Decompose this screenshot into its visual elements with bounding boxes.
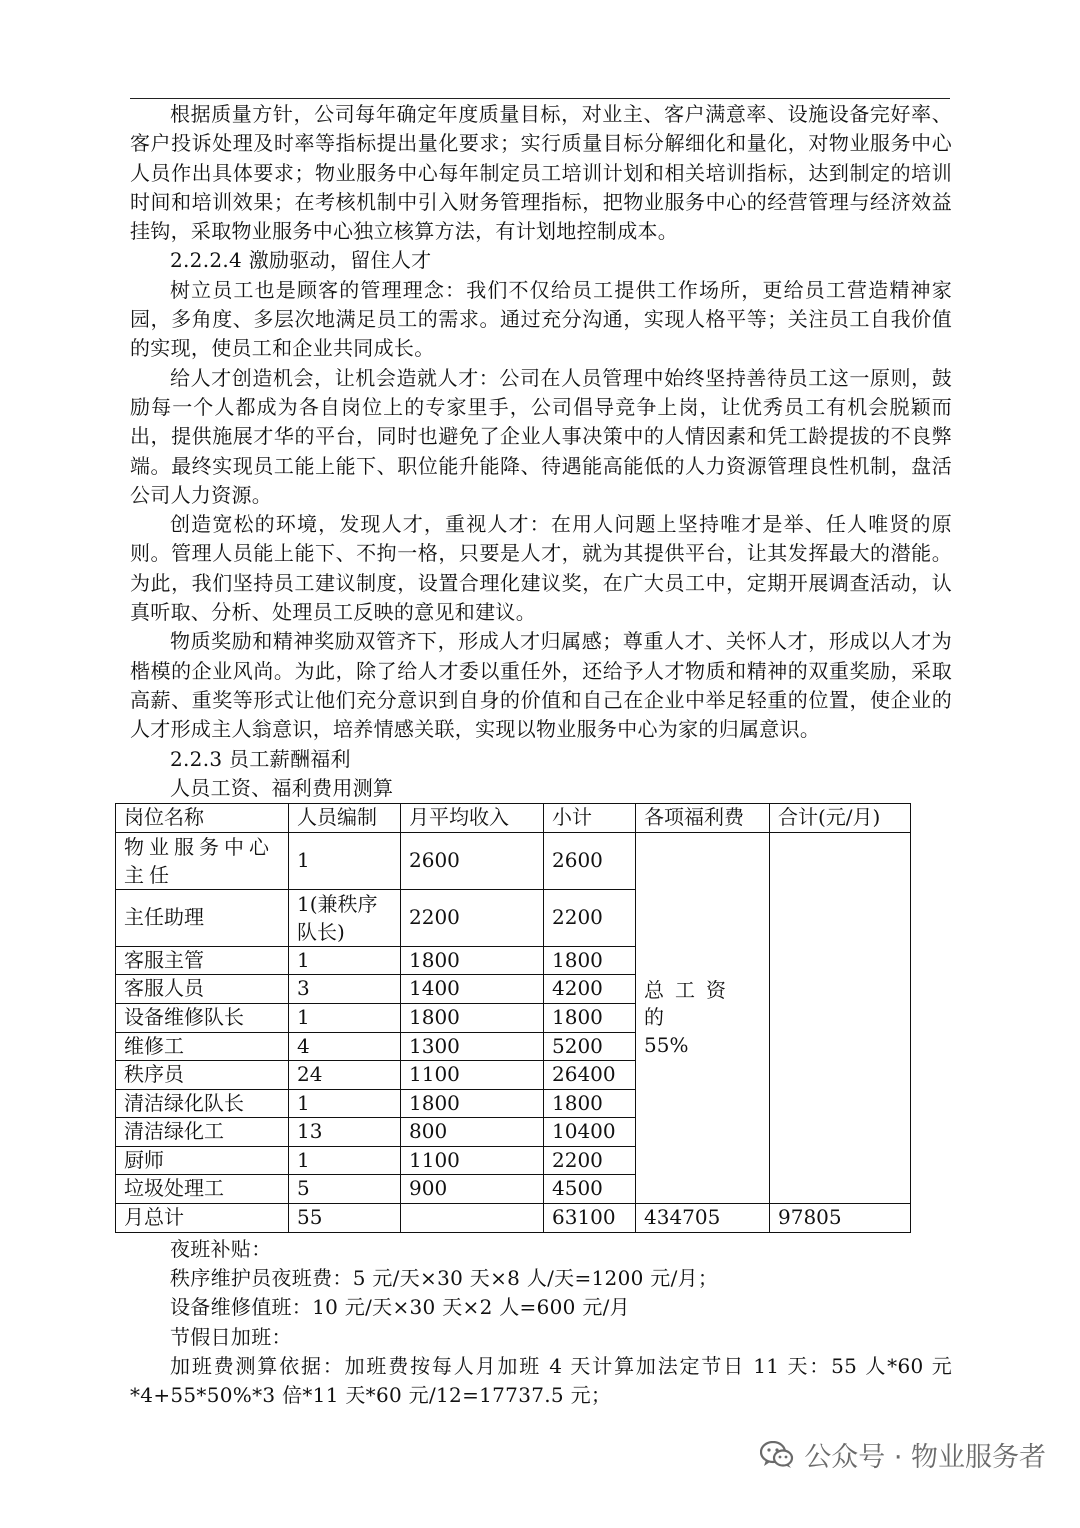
cell-subtotal: 1800	[544, 1089, 636, 1118]
maintenance-duty-fee: 设备维修值班：10 元/天×30 天×2 人=600 元/月	[170, 1295, 630, 1320]
cell-avg: 1400	[401, 975, 544, 1004]
header-subtotal: 小计	[544, 804, 636, 833]
cell-total-count: 55	[289, 1204, 401, 1233]
cell-post: 设备维修队长	[116, 1003, 289, 1032]
table-header-row	[116, 804, 911, 833]
table-total-row	[116, 1204, 911, 1233]
allowance-section	[130, 1235, 952, 1411]
paragraph-rewards: 物质奖励和精神奖励双管齐下，形成人才归属感；尊重人才、关怀人才，形成以人才为楷模的企业风尚。为此，除了给人才委以重任外，还给予人才物质和精神的双重奖励，采取高薪、重奖等形式让他们充分意识到自身的价值和自己在企业中举足轻重的位置，使企业的人才形成主人翁意识，培养情感关联，实现以物业服务中心为家的归属意识。	[130, 629, 952, 742]
cell-subtotal: 4200	[544, 975, 636, 1004]
table-caption: 人员工资、福利费用测算	[170, 775, 394, 800]
cell-count: 1	[289, 1089, 401, 1118]
cell-count: 1	[289, 946, 401, 975]
cell-total-avg	[401, 1204, 544, 1233]
welfare-text: 总工资的	[644, 977, 737, 1030]
security-night-fee: 秩序维护员夜班费：5 元/天×30 天×8 人/天=1200 元/月；	[170, 1265, 719, 1290]
cell-post: 客服主管	[116, 946, 289, 975]
night-shift-heading: 夜班补贴：	[170, 1236, 272, 1261]
cell-count: 1	[289, 832, 401, 889]
header-count: 人员编制	[289, 804, 401, 833]
cell-total-sum: 97805	[770, 1204, 911, 1233]
paragraph-environment: 创造宽松的环境，发现人才，重视人才：在用人问题上坚持唯才是举、任人唯贤的原则。管理人员能上能下、不拘一格，只要是人才，就为其提供平台，让其发挥最大的潜能。为此，我们坚持员工建议制度，设置合理化建议奖，在广大员工中，定期开展调查活动，认真听取、分析、处理员工反映的意见和建议。	[130, 512, 952, 625]
cell-avg: 2600	[401, 832, 544, 889]
holiday-overtime-heading: 节假日加班：	[170, 1324, 292, 1349]
cell-post: 秩序员	[116, 1061, 289, 1090]
cell-count: 24	[289, 1061, 401, 1090]
cell-post: 物业服务中心主任	[116, 832, 289, 889]
header-rule	[130, 98, 950, 99]
cell-count: 3	[289, 975, 401, 1004]
cell-post: 垃圾处理工	[116, 1175, 289, 1204]
cell-subtotal: 26400	[544, 1061, 636, 1090]
cell-post: 客服人员	[116, 975, 289, 1004]
cell-subtotal: 1800	[544, 1003, 636, 1032]
cell-total-welfare: 434705	[636, 1204, 770, 1233]
cell-post: 主任助理	[116, 889, 289, 946]
cell-post: 清洁绿化队长	[116, 1089, 289, 1118]
header-total: 合计(元/月)	[770, 804, 911, 833]
cell-count: 1	[289, 1003, 401, 1032]
cell-subtotal: 2200	[544, 1146, 636, 1175]
salary-table	[115, 803, 911, 1233]
header-post: 岗位名称	[116, 804, 289, 833]
cell-subtotal: 2600	[544, 832, 636, 889]
cell-avg: 1300	[401, 1032, 544, 1061]
wechat-icon	[760, 1441, 794, 1469]
table-row	[116, 832, 911, 889]
document-body	[124, 100, 952, 1410]
overtime-calculation: 加班费测算依据：加班费按每人月加班 4 天计算加法定节日 11 天：55 人*60 元*4+55*50%*3 倍*11 天*60 元/12=17737.5 元；	[130, 1353, 952, 1408]
section-heading-incentive: 2.2.2.4 激励驱动，留住人才	[170, 248, 432, 273]
watermark	[760, 1435, 1046, 1474]
cell-count: 1	[289, 1146, 401, 1175]
cell-subtotal: 1800	[544, 946, 636, 975]
cell-total-label: 月总计	[116, 1204, 289, 1233]
cell-count: 1(兼秩序队长)	[289, 889, 401, 946]
cell-subtotal: 2200	[544, 889, 636, 946]
paragraph-employee-as-customer: 树立员工也是顾客的管理理念：我们不仅给员工提供工作场所，更给员工营造精神家园，多角度、多层次地满足员工的需求。通过充分沟通，实现人格平等；关注员工自我价值的实现，使员工和企业共同成长。	[130, 277, 952, 361]
cell-post: 厨师	[116, 1146, 289, 1175]
cell-subtotal: 5200	[544, 1032, 636, 1061]
cell-count: 4	[289, 1032, 401, 1061]
cell-count: 13	[289, 1118, 401, 1147]
cell-avg: 900	[401, 1175, 544, 1204]
watermark-text: 公众号 · 物业服务者	[804, 1442, 1046, 1473]
cell-subtotal: 10400	[544, 1118, 636, 1147]
section-heading-salary: 2.2.3 员工薪酬福利	[170, 746, 351, 771]
cell-avg: 800	[401, 1118, 544, 1147]
cell-avg: 2200	[401, 889, 544, 946]
cell-total-subtotal: 63100	[544, 1204, 636, 1233]
header-avg-income: 月平均收入	[401, 804, 544, 833]
cell-subtotal: 4500	[544, 1175, 636, 1204]
cell-avg: 1100	[401, 1061, 544, 1090]
cell-avg: 1800	[401, 946, 544, 975]
cell-post: 清洁绿化工	[116, 1118, 289, 1147]
header-welfare: 各项福利费	[636, 804, 770, 833]
cell-count: 5	[289, 1175, 401, 1204]
cell-avg: 1100	[401, 1146, 544, 1175]
paragraph-quality-goals: 根据质量方针，公司每年确定年度质量目标，对业主、客户满意率、设施设备完好率、客户投诉处理及时率等指标提出量化要求；实行质量目标分解细化和量化，对物业服务中心人员作出具体要求；物业服务中心每年制定员工培训计划和相关培训指标，达到制定的培训时间和培训效果；在考核机制中引入财务管理指标，把物业服务中心的经营管理与经济效益挂钩，采取物业服务中心独立核算方法，有计划地控制成本。	[130, 102, 952, 244]
welfare-percent: 55%	[644, 1032, 689, 1057]
cell-avg: 1800	[401, 1089, 544, 1118]
cell-avg: 1800	[401, 1003, 544, 1032]
cell-post: 维修工	[116, 1032, 289, 1061]
cell-total-merged	[770, 832, 911, 1203]
cell-welfare-merged	[636, 832, 770, 1203]
paragraph-opportunity: 给人才创造机会，让机会造就人才：公司在人员管理中始终坚持善待员工这一原则，鼓励每一个人都成为各自岗位上的专家里手，公司倡导竞争上岗，让优秀员工有机会脱颖而出，提供施展才华的平台，同时也避免了企业人事决策中的人情因素和凭工龄提拔的不良弊端。最终实现员工能上能下、职位能升能降、待遇能高能低的人力资源管理良性机制，盘活公司人力资源。	[130, 365, 952, 507]
